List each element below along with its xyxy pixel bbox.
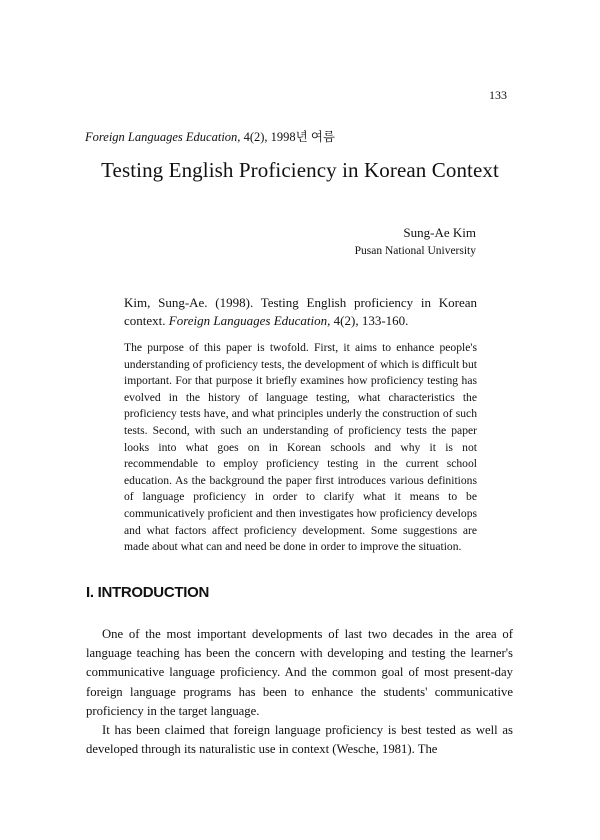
author-name: Sung-Ae Kim — [403, 225, 476, 240]
section-body — [86, 625, 513, 759]
body-paragraph: One of the most important developments of last two decades in the area of language teaching has been the concern with developing and testing the learner's communicative language proficiency. And the common goal of most present-day foreign language programs has been to enhance the students' communicative proficiency in the target language. — [86, 627, 513, 718]
journal-volume: 4(2), 1998년 여름 — [240, 130, 335, 144]
citation-suffix: 4(2), 133-160. — [330, 313, 409, 328]
abstract: The purpose of this paper is twofold. First, it aims to enhance people's understanding of proficiency tests, the development of which is difficult but important. For that purpose it briefly examines how proficiency testing has evolved in the history of language testing, what characteristics the proficiency tests have, and what principles underly the construction of such tests. Second, with such an understanding of proficiency tests the paper looks into what goes on in Korean schools and why it is not recommendable to employ proficiency testing in the current school education. As the background the paper first introduces various definitions of language proficiency in order to clarify what it means to be communicatively proficient and then investigates how proficiency develops and what factors affect proficiency development. Some suggestions are made about what can and need be done in order to improve the situation. — [124, 341, 477, 554]
paper-title: Testing English Proficiency in Korean Context — [101, 158, 499, 182]
body-paragraph: It has been claimed that foreign language proficiency is best tested as well as developed through its naturalistic use in context (Wesche, 1981). The — [86, 723, 513, 757]
journal-reference — [85, 127, 335, 145]
author-affiliation: Pusan National University — [354, 245, 476, 257]
citation-journal: Foreign Languages Education, — [168, 313, 331, 328]
journal-name: Foreign Languages Education, — [85, 130, 241, 144]
page-number: 133 — [489, 88, 507, 102]
section-heading: I. INTRODUCTION — [86, 584, 209, 601]
citation-prefix: Kim, Sung-Ae. (1998). Testing English proficiency in Korean context. — [124, 295, 477, 328]
citation — [124, 294, 477, 330]
